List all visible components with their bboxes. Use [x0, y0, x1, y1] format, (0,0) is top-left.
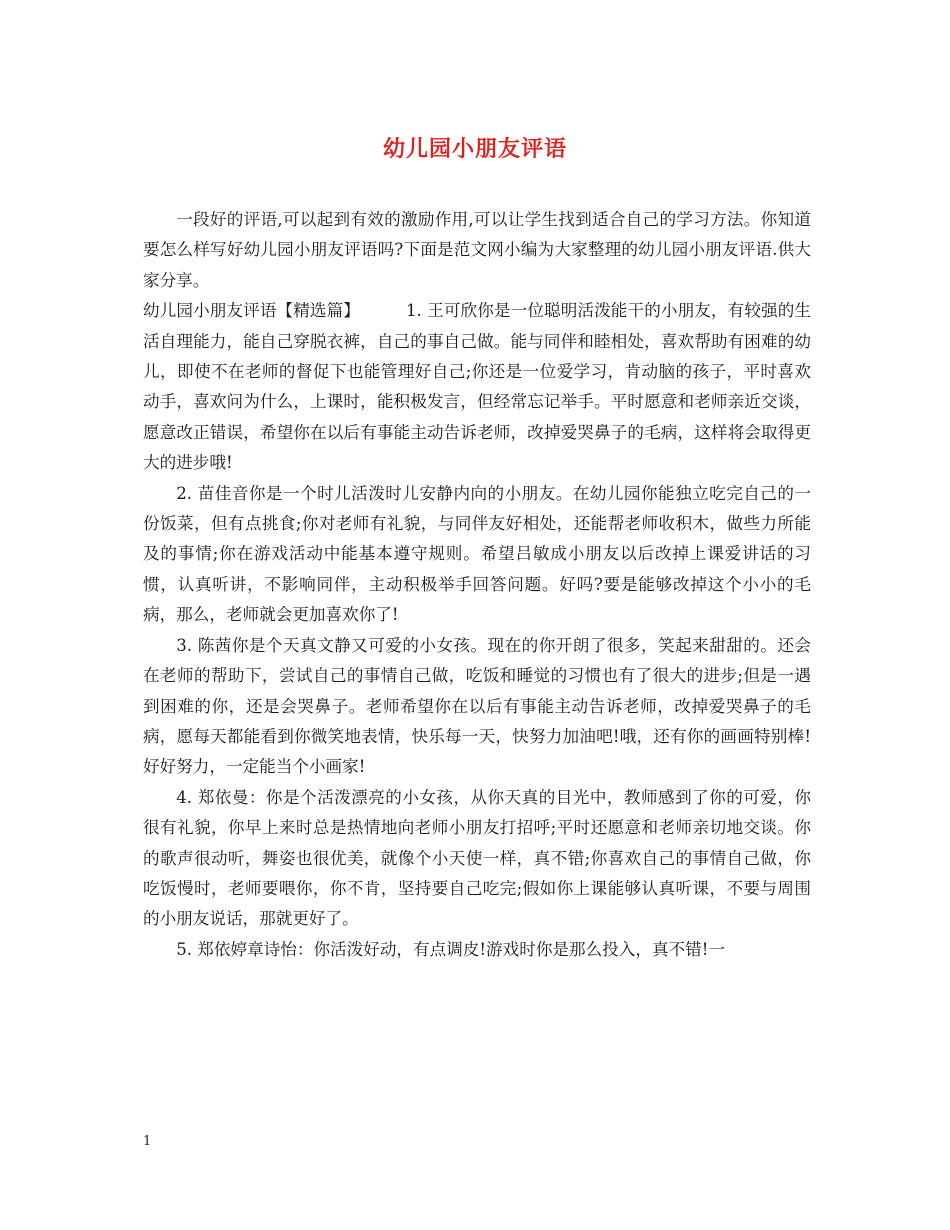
comment-4: 4. 郑依曼：你是个活泼漂亮的小女孩，从你天真的目光中，教师感到了你的可爱，你很有礼貌，你早上来时总是热情地向老师小朋友打招呼;平时还愿意和老师亲切地交谈。你的歌声很动听，舞姿也很优美，就像个小天使一样，真不错;你喜欢自己的事情自己做，你吃饭慢时，老师要喂你，你不肯，坚持要自己吃完;假如你上课能够认真听课，不要与周围的小朋友说话，那就更好了。 [143, 787, 811, 929]
document-title: 幼儿园小朋友评语 [382, 136, 567, 162]
comment-3: 3. 陈茜你是个天真文静又可爱的小女孩。现在的你开朗了很多，笑起来甜甜的。还会在老师的帮助下，尝试自己的事情自己做，吃饭和睡觉的习惯也有了很大的进步;但是一遇到困难的你，还是会哭鼻子。老师希望你在以后有事能主动告诉老师，改掉爱哭鼻子的毛病，愿每天都能看到你微笑地表情，快乐每一天，快努力加油吧!哦，还有你的画画特别棒!好好努力，一定能当个小画家! [143, 635, 811, 777]
page-number: 1 [143, 1134, 152, 1149]
comment-1: 1. 王可欣你是一位聪明活泼能干的小朋友，有较强的生活自理能力，能自己穿脱衣裤，自己的事自己做。能与同伴和睦相处，喜欢帮助有困难的幼儿，即使不在老师的督促下也能管理好自己;你还是一位爱学习，肯动脑的孩子，平时喜欢动手，喜欢问为什么，上课时，能积极发言，但经常忘记举手。平时愿意和老师亲近交谈，愿意改正错误，希望你在以后有事能主动告诉老师，改掉爱哭鼻子的毛病，这样将会取得更大的进步哦! [143, 301, 812, 473]
first-comment-paragraph [143, 296, 811, 478]
intro-paragraph: 一段好的评语,可以起到有效的激励作用,可以让学生找到适合自己的学习方法。你知道要怎么样写好幼儿园小朋友评语吗?下面是范文网小编为大家整理的幼儿园小朋友评语.供大家分享。 [143, 210, 811, 290]
section-heading: 幼儿园小朋友评语【精选篇】 [143, 301, 360, 321]
comment-5: 5. 郑依婷章诗怡：你活泼好动，有点调皮!游戏时你是那么投入，真不错!一 [176, 939, 726, 959]
comment-2: 2. 苗佳音你是一个时儿活泼时儿安静内向的小朋友。在幼儿园你能独立吃完自己的一份饭菜，但有点挑食;你对老师有礼貌，与同伴友好相处，还能帮老师收积木，做些力所能及的事情;你在游戏活动中能基本遵守规则。希望吕敏成小朋友以后改掉上课爱讲话的习惯，认真听讲，不影响同伴，主动积极举手回答问题。好吗?要是能够改掉这个小小的毛病，那么，老师就会更加喜欢你了! [143, 483, 811, 625]
document-body [143, 205, 811, 965]
